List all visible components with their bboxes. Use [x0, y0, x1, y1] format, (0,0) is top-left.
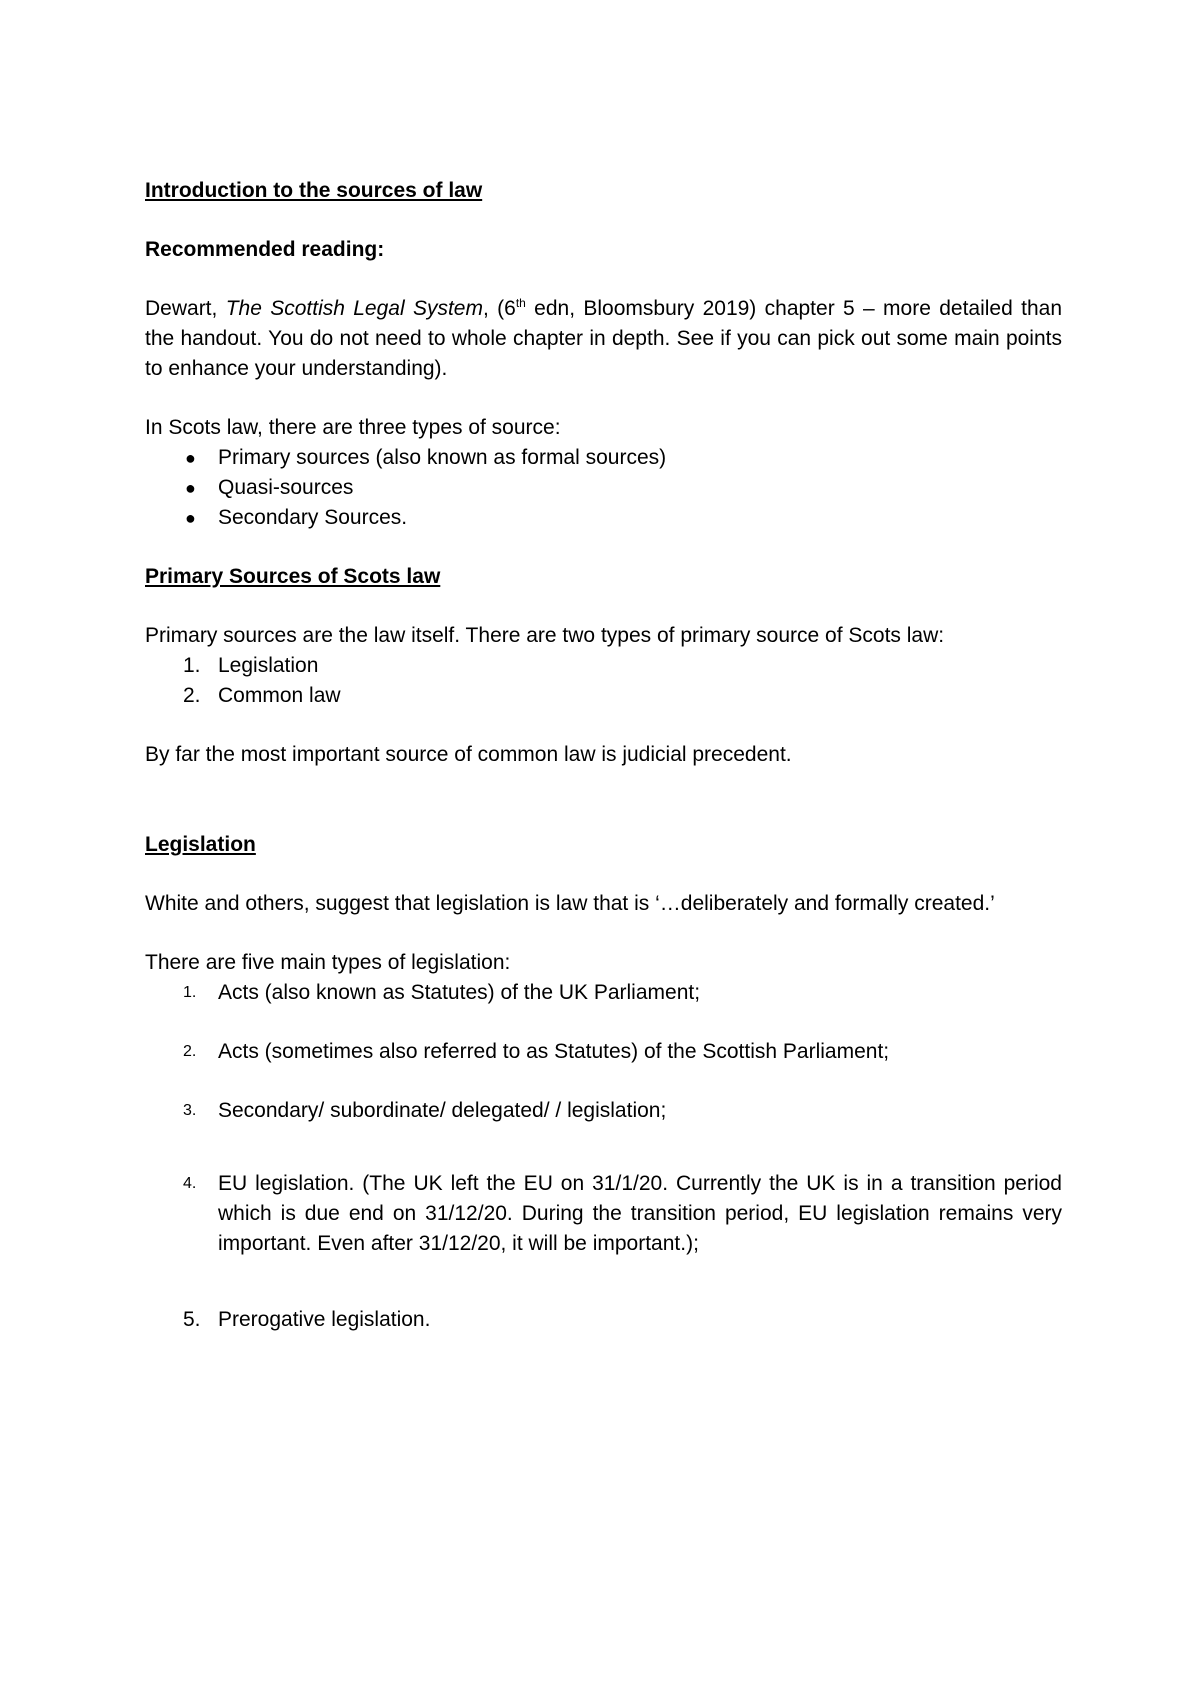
page-title: Introduction to the sources of law	[145, 179, 483, 202]
legislation-types-list	[145, 978, 1062, 1335]
reading-post-edition: edn, Bloomsbury 2019) chapter 5 – more detailed than the handout. You do not need to whole chapter in depth. See if you can pick out some main points to enhance your understanding).	[145, 297, 1062, 380]
list-number: 3.	[183, 1102, 197, 1119]
source-types-list	[145, 443, 1062, 533]
reading-pre-edition: , (6	[482, 297, 516, 320]
list-item	[145, 651, 1062, 681]
list-number: 2.	[183, 1043, 197, 1060]
list-number: 4.	[183, 1175, 197, 1192]
primary-types-list	[145, 651, 1062, 711]
bullet-icon: ●	[185, 448, 196, 468]
primary-type-label: Common law	[218, 684, 341, 707]
reading-label: Recommended reading:	[145, 238, 385, 261]
reading-citation	[145, 294, 1062, 384]
legislation-type-label: Secondary/ subordinate/ delegated/ / legislation;	[218, 1099, 667, 1122]
document-page	[145, 176, 1062, 1335]
reading-book-title: The Scottish Legal System	[225, 297, 483, 320]
sources-intro: In Scots law, there are three types of source:	[145, 416, 561, 439]
primary-heading: Primary Sources of Scots law	[145, 565, 441, 588]
bullet-icon: ●	[185, 508, 196, 528]
list-number: 5.	[183, 1308, 201, 1331]
bullet-icon: ●	[185, 478, 196, 498]
legislation-type-label: EU legislation. (The UK left the EU on 31/1/20. Currently the UK is in a transition period which is due end on 31/12/20. During the transition period, EU legislation remains very important. Even after 31/12/20, it will be important.);	[218, 1172, 1062, 1255]
reading-author: Dewart,	[145, 297, 226, 320]
list-number: 1.	[183, 654, 201, 677]
list-item	[145, 1169, 1062, 1259]
legislation-type-label: Acts (sometimes also referred to as Statutes) of the Scottish Parliament;	[218, 1040, 890, 1063]
primary-type-label: Legislation	[218, 654, 319, 677]
source-type-label: Quasi-sources	[218, 476, 354, 499]
legislation-type-label: Acts (also known as Statutes) of the UK Parliament;	[218, 981, 701, 1004]
list-item	[145, 503, 1062, 533]
list-number: 1.	[183, 984, 197, 1001]
list-item	[145, 978, 1062, 1008]
reading-edition-sup: th	[515, 296, 526, 310]
list-item	[145, 473, 1062, 503]
list-item	[145, 1305, 1062, 1335]
source-type-label: Secondary Sources.	[218, 506, 408, 529]
primary-note: By far the most important source of common law is judicial precedent.	[145, 743, 792, 766]
legislation-definition: White and others, suggest that legislation is law that is ‘…deliberately and formally created.’	[145, 892, 995, 915]
primary-intro: Primary sources are the law itself. There are two types of primary source of Scots law:	[145, 624, 945, 647]
legislation-heading: Legislation	[145, 833, 256, 856]
list-item	[145, 1037, 1062, 1067]
source-type-label: Primary sources (also known as formal sources)	[218, 446, 667, 469]
legislation-type-label: Prerogative legislation.	[218, 1308, 431, 1331]
legislation-intro: There are five main types of legislation:	[145, 951, 511, 974]
list-item	[145, 1096, 1062, 1126]
list-number: 2.	[183, 684, 201, 707]
list-item	[145, 443, 1062, 473]
list-item	[145, 681, 1062, 711]
